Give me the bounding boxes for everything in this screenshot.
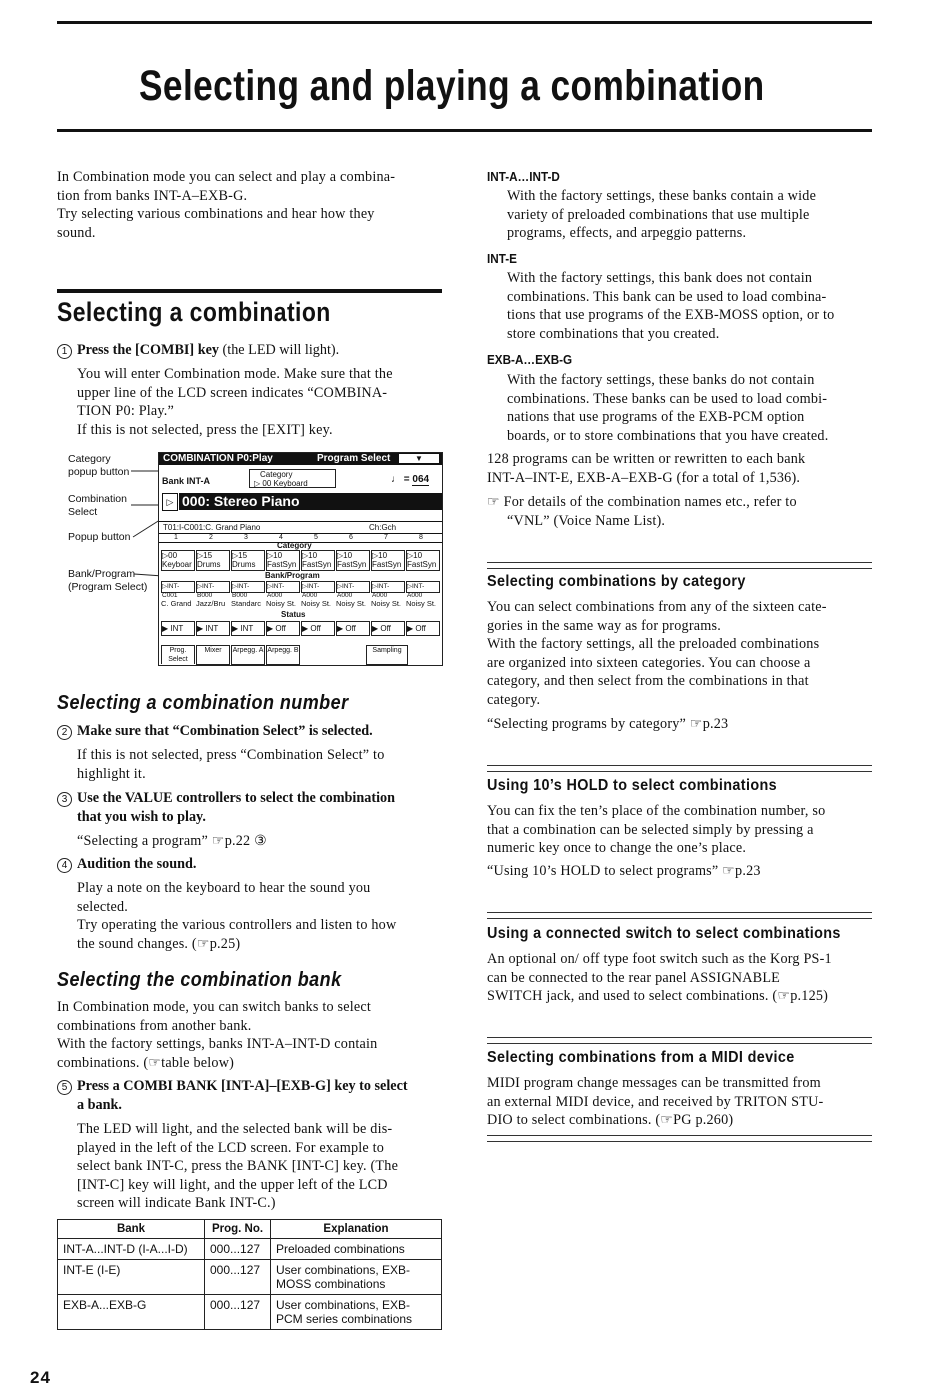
track-number: 4 [279, 534, 283, 541]
status-value: INT [205, 624, 219, 633]
callout-line: (Program Select) [68, 581, 148, 593]
cell-name: Drums [197, 560, 221, 569]
heading-tens-hold: Using 10’s HOLD to select combinations [487, 777, 778, 794]
cell-num: 15 [203, 551, 213, 560]
status-value: Off [310, 624, 321, 633]
program-cell[interactable]: ▷INT-A000 [336, 581, 370, 593]
channel-info: Ch:Gch [369, 523, 397, 532]
callout-line: Bank/Program [68, 568, 136, 580]
body-line: select bank INT-C, press the BANK [INT-C] key. (The [77, 1158, 399, 1174]
tab-sampling[interactable]: Sampling [366, 645, 408, 665]
step-number: 3 [57, 792, 72, 807]
cell-line: User combinations, EXB- [276, 1263, 411, 1277]
cell-num: C001 [162, 592, 178, 599]
body-line: gories in the same way as for programs. [487, 617, 721, 634]
step-bold: a bank. [77, 1096, 122, 1113]
callout-line: Combination [68, 493, 127, 505]
cell-bank: INT- [237, 583, 250, 590]
table-cell: 000...127 [205, 1239, 271, 1260]
status-value: INT [170, 624, 184, 633]
body-line: combinations. (☞table below) [57, 1054, 235, 1071]
cell-bank: INT- [167, 583, 180, 590]
cell-num: 10 [378, 551, 388, 560]
intro-line: In Combination mode you can select and play a combina- [57, 169, 396, 185]
body-line: variety of preloaded combinations that use multiple [507, 206, 810, 223]
program-cell[interactable]: ▷INT-A000 [371, 581, 405, 593]
programs-note [487, 450, 877, 487]
program-cell[interactable]: ▷INT-A000 [301, 581, 335, 593]
combination-select[interactable]: 000: Stereo Piano [179, 493, 442, 510]
step-2 [57, 722, 447, 741]
page-title: Selecting and playing a combination [139, 62, 765, 110]
body-line: combinations. These banks can be used to load combi- [507, 390, 828, 407]
lcd-screen [158, 452, 443, 666]
hold-body [487, 802, 877, 858]
program-cell[interactable]: ▷INT-C001 [161, 581, 195, 593]
status-cell[interactable]: ▶ Off [371, 621, 405, 636]
table-cell: 000...127 [205, 1260, 271, 1295]
program-name: Noisy St. [336, 599, 367, 608]
body-line: combinations from another bank. [57, 1017, 252, 1034]
page-menu-button[interactable]: ▼ [399, 454, 439, 463]
body-line: played in the left of the LCD screen. For example to [77, 1139, 385, 1156]
step-number: 5 [57, 1080, 72, 1095]
body-line: category, and then select from the combinations in that [487, 673, 809, 689]
body-line: TION P0: Play.” [77, 403, 175, 419]
table-cell [271, 1295, 442, 1330]
body-line: the sound changes. (☞p.25) [77, 935, 241, 952]
table-row [58, 1260, 442, 1295]
page-number: 24 [30, 1368, 51, 1387]
section-double-rule [487, 1037, 872, 1044]
step-number: 2 [57, 725, 72, 740]
step-bold: Use the VALUE controllers to select the combination [77, 790, 396, 806]
body-line: 128 programs can be written or rewritten to each bank [487, 451, 806, 467]
timbre-info: T01:I-C001:C. Grand Piano [163, 523, 261, 532]
body-line: You will enter Combination mode. Make sure that the [77, 366, 393, 382]
track-number: 8 [419, 534, 423, 541]
callout-line: popup button [68, 466, 130, 478]
heading-midi-device: Selecting combinations from a MIDI device [487, 1049, 795, 1066]
body-line: The LED will light, and the selected bank will be dis- [77, 1121, 393, 1137]
tempo-value[interactable]: 064 [412, 474, 430, 485]
lcd-divider [159, 521, 442, 522]
status-cell[interactable]: ▶ INT [196, 621, 230, 636]
category-cell[interactable]: ▷15 Drums [196, 550, 230, 571]
cell-num: A000 [337, 592, 353, 599]
program-name: C. Grand [161, 599, 192, 608]
cell-bank: INT- [272, 583, 285, 590]
status-value: Off [380, 624, 391, 633]
callout-popup-button: Popup button [68, 531, 131, 543]
body-line: DIO to select combinations. (☞PG p.260) [487, 1112, 734, 1128]
label-exb: EXB-A…EXB-G [487, 352, 573, 367]
body-line: an external MIDI device, and received by TRITON STU- [487, 1093, 824, 1110]
cell-line: MOSS combinations [276, 1277, 386, 1291]
table-header: Prog. No. [205, 1220, 271, 1239]
cell-num: A000 [407, 592, 423, 599]
body-line: that a combination can be selected simply by pressing a [487, 821, 814, 838]
cell-num: A000 [372, 592, 388, 599]
body-line: are organized into sixteen categories. You can choose a [487, 654, 811, 671]
track-number: 2 [209, 534, 213, 541]
cell-name: Keyboar [162, 560, 192, 569]
table-row [58, 1239, 442, 1260]
body-line: combinations. This bank can be used to load combina- [507, 288, 827, 305]
category-cell[interactable]: ▷00 Keyboar [161, 550, 195, 571]
body-line: With the factory settings, banks INT-A–INT-D contain [57, 1036, 378, 1052]
body-line: screen will indicate Bank INT-C.) [77, 1195, 276, 1211]
table-row [58, 1295, 442, 1330]
cell-name: FastSyn [302, 560, 332, 569]
cell-num: 00 [168, 551, 178, 560]
bank-paragraph [57, 998, 447, 1072]
vnl-note [487, 493, 877, 530]
track-number: 7 [384, 534, 388, 541]
status-cell[interactable]: ▶ INT [231, 621, 265, 636]
status-value: Off [415, 624, 426, 633]
status-value: Off [345, 624, 356, 633]
cell-num: A000 [267, 592, 283, 599]
cell-name: FastSyn [337, 560, 367, 569]
cell-num: 10 [413, 551, 423, 560]
tab-mixer[interactable]: Mixer [196, 645, 230, 665]
category-section-label: Category [277, 541, 312, 550]
program-cell[interactable]: ▷INT-B000 [196, 581, 230, 593]
body-line: You can select combinations from any of the sixteen cate- [487, 599, 827, 615]
cell-name: Drums [232, 560, 256, 569]
step-4 [57, 855, 447, 874]
cell-num: 10 [343, 551, 353, 560]
heading-by-category: Selecting combinations by category [487, 573, 746, 590]
track-number: 3 [244, 534, 248, 541]
program-name: Jazz/Bru [196, 599, 226, 608]
cell-bank: INT- [202, 583, 215, 590]
status-section-label: Status [281, 610, 306, 619]
status-cell[interactable]: ▶ INT [161, 621, 195, 636]
heading-combination-bank: Selecting the combination bank [57, 969, 342, 991]
program-name: Standarc [231, 599, 262, 608]
cell-bank: INT- [342, 583, 355, 590]
body-line: INT-A–INT-E, EXB-A–EXB-G (for a total of 1,536). [487, 469, 801, 486]
body-line: store combinations that you created. [507, 325, 720, 342]
program-name: Noisy St. [301, 599, 332, 608]
cell-bank: INT- [412, 583, 425, 590]
cell-bank: INT- [307, 583, 320, 590]
cell-num: 10 [308, 551, 318, 560]
by-category-body [487, 598, 877, 709]
table-cell: INT-A...INT-D (I-A...I-D) [58, 1239, 205, 1260]
program-cell[interactable]: ▷INT-A000 [266, 581, 300, 593]
body-line: category. [487, 691, 541, 708]
tempo-display [391, 474, 429, 485]
exb-body [507, 371, 877, 445]
intro-line: sound. [57, 224, 96, 241]
lcd-page-title: Program Select [317, 453, 391, 464]
table-cell [271, 1260, 442, 1295]
cell-num: B000 [232, 592, 248, 599]
step-2-body [77, 746, 447, 783]
table-cell: EXB-A...EXB-G [58, 1295, 205, 1330]
status-value: INT [240, 624, 254, 633]
cell-num: A000 [302, 592, 318, 599]
body-line: boards, or to store combinations that you have created. [507, 427, 829, 444]
table-header: Explanation [271, 1220, 442, 1239]
tempo-label: ♩ = [391, 474, 410, 485]
step-number: 1 [57, 344, 72, 359]
tab-arpegg-b[interactable]: Arpegg. B [266, 645, 300, 665]
tab-prog-select[interactable]: Prog. Select [161, 645, 195, 664]
program-name: Noisy St. [266, 599, 297, 608]
body-line: [INT-C] key will light, and the upper left of the LCD [77, 1176, 388, 1193]
cell-line: PCM series combinations [276, 1312, 413, 1326]
body-line: highlight it. [77, 765, 146, 782]
hold-ref: “Using 10’s HOLD to select programs” ☞p.23 [487, 863, 761, 879]
step-4-body [77, 879, 447, 953]
step-bold: Press a COMBI BANK [INT-A]–[EXB-G] key to select [77, 1078, 408, 1094]
track-number: 5 [314, 534, 318, 541]
body-line: You can fix the ten’s place of the combination number, so [487, 803, 826, 819]
by-category-ref: “Selecting programs by category” ☞p.23 [487, 716, 729, 732]
step-3-ref: “Selecting a program” ☞p.22 ③ [77, 833, 268, 849]
status-value: Off [275, 624, 286, 633]
body-line: With the factory settings, these banks do not contain [507, 372, 815, 388]
body-line: can be connected to the rear panel ASSIGNABLE [487, 969, 781, 986]
body-line: With the factory settings, this bank does not contain [507, 270, 813, 286]
program-cell[interactable]: ▷INT-B000 [231, 581, 265, 593]
step-5 [57, 1077, 447, 1114]
body-line: In Combination mode, you can switch banks to select [57, 999, 371, 1015]
cell-num: B000 [197, 592, 213, 599]
cell-num: 10 [273, 551, 283, 560]
switch-body [487, 950, 877, 1006]
combination-popup-button[interactable]: ▷ [162, 493, 178, 511]
program-cell[interactable]: ▷INT-A000 [406, 581, 440, 593]
table-cell: 000...127 [205, 1295, 271, 1330]
body-line: SWITCH jack, and used to select combinations. (☞p.125) [487, 988, 829, 1004]
section-double-rule [487, 765, 872, 772]
table-cell: INT-E (I-E) [58, 1260, 205, 1295]
body-line: upper line of the LCD screen indicates “COMBINA- [77, 384, 388, 401]
body-line: “VNL” (Voice Name List). [507, 512, 666, 529]
status-cell[interactable]: ▶ Off [301, 621, 335, 636]
cell-line: User combinations, EXB- [276, 1298, 411, 1312]
body-line: tions that use programs of the EXB-MOSS option, or to [507, 307, 835, 323]
table-cell [271, 1239, 442, 1260]
bank-program-section-label: Bank/Program [265, 571, 320, 580]
cell-name: FastSyn [372, 560, 402, 569]
callout-line: Category [68, 453, 111, 465]
heading-combination-number: Selecting a combination number [57, 692, 349, 714]
bank-table [57, 1219, 442, 1330]
body-line: If this is not selected, press “Combination Select” to [77, 747, 385, 763]
program-name: Noisy St. [371, 599, 402, 608]
body-line: selected. [77, 898, 129, 915]
step-bold: Audition the sound. [77, 856, 197, 872]
cell-name: FastSyn [267, 560, 297, 569]
category-value: 00 Keyboard [262, 479, 308, 488]
table-header-row [58, 1220, 442, 1239]
label-int-a-d: INT-A…INT-D [487, 169, 560, 184]
step-rest: (the LED will light). [219, 342, 340, 358]
step-5-body [77, 1120, 447, 1213]
body-line: Play a note on the keyboard to hear the sound you [77, 880, 371, 896]
body-line: Try operating the various controllers and listen to how [77, 917, 397, 933]
heading-selecting-combination: Selecting a combination [57, 297, 331, 327]
category-cell[interactable]: ▷10 FastSyn [371, 550, 405, 571]
step-3 [57, 789, 447, 826]
table-header: Bank [58, 1220, 205, 1239]
int-e-body [507, 269, 877, 343]
category-popup[interactable] [249, 469, 336, 488]
status-cell[interactable]: ▶ Off [336, 621, 370, 636]
lcd-bank: Bank INT-A [162, 476, 211, 486]
status-cell[interactable]: ▶ Off [266, 621, 300, 636]
program-name: Noisy St. [406, 599, 437, 608]
lcd-mode-title: COMBINATION P0:Play [163, 453, 273, 464]
body-line: MIDI program change messages can be transmitted from [487, 1075, 821, 1091]
intro-line: Try selecting various combinations and hear how they [57, 206, 375, 222]
intro-line: tion from banks INT-A–EXB-G. [57, 187, 248, 204]
step-bold: that you wish to play. [77, 808, 206, 825]
status-cell[interactable]: ▶ Off [406, 621, 440, 636]
step-bold: Make sure that “Combination Select” is selected. [77, 723, 373, 739]
step-number: 4 [57, 858, 72, 873]
body-line: nations that use programs of the EXB-PCM option [507, 409, 805, 425]
category-label: Category [260, 470, 293, 479]
track-number: 6 [349, 534, 353, 541]
body-line: With the factory settings, these banks contain a wide [507, 188, 817, 204]
section-double-rule [487, 562, 872, 569]
category-value-row: ▷ 00 Keyboard [254, 479, 308, 488]
body-line: ☞ For details of the combination names etc., refer to [487, 494, 797, 510]
lcd-header [159, 453, 442, 465]
callout-line: Select [68, 506, 98, 518]
category-cell[interactable]: ▷15 Drums [231, 550, 265, 571]
body-line: If this is not selected, press the [EXIT] key. [77, 421, 333, 438]
section-double-rule [487, 912, 872, 919]
step-bold: Press the [COMBI] key [77, 342, 219, 358]
body-line: numeric key once to change the one’s place. [487, 840, 747, 856]
body-line: An optional on/ off type foot switch such as the Korg PS-1 [487, 951, 832, 967]
category-cell[interactable]: ▷10 FastSyn [301, 550, 335, 571]
track-number: 1 [174, 534, 178, 541]
cell-bank: INT- [377, 583, 390, 590]
cell-line: Preloaded combinations [276, 1242, 405, 1256]
int-a-d-body [507, 187, 877, 243]
midi-body [487, 1074, 877, 1130]
cell-num: 15 [238, 551, 248, 560]
tab-arpegg-a[interactable]: Arpegg. A [231, 645, 265, 665]
label-int-e: INT-E [487, 251, 517, 266]
category-cell[interactable]: ▷10 FastSyn [406, 550, 440, 571]
body-line: programs, effects, and arpeggio patterns. [507, 225, 747, 241]
category-cell[interactable]: ▷10 FastSyn [336, 550, 370, 571]
heading-connected-switch: Using a connected switch to select combinations [487, 925, 841, 942]
body-line: With the factory settings, all the preloaded combinations [487, 636, 820, 652]
section-double-rule [487, 1135, 872, 1142]
category-cell[interactable]: ▷10 FastSyn [266, 550, 300, 571]
cell-name: FastSyn [407, 560, 437, 569]
